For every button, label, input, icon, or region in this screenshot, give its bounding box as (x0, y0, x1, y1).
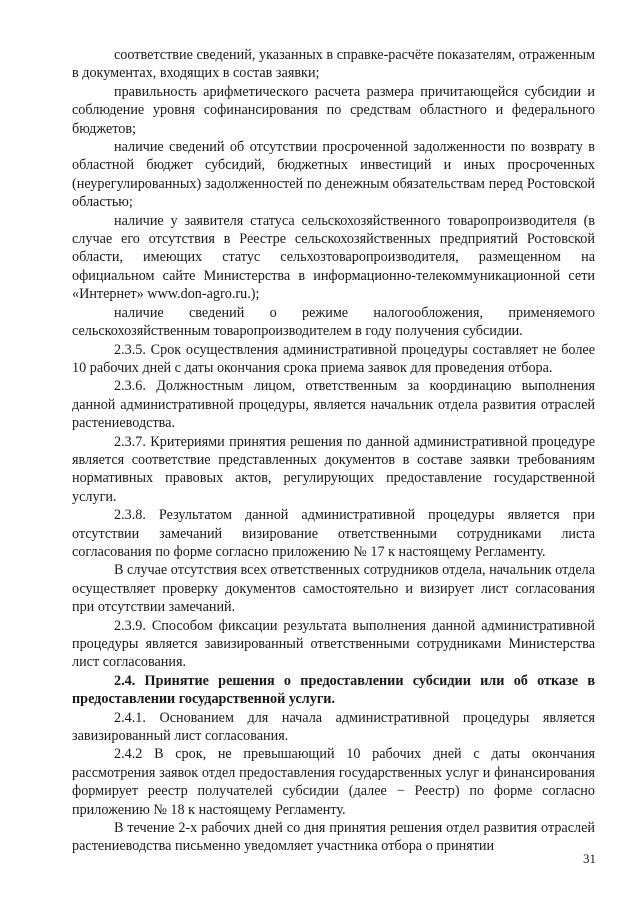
paragraph-absence-of-staff: В случае отсутствия всех ответственных сотрудников отдела, начальник отдела осуществляет проверку документов самостоятельно и визирует лист согласования при отсутствии замечаний. (72, 562, 595, 616)
paragraph-2-3-6: 2.3.6. Должностным лицом, ответственным за координацию выполнения данной административной процедуры, является начальник отдела развития отраслей растениеводства. (72, 378, 595, 432)
paragraph-2-4-1: 2.4.1. Основанием для начала административной процедуры является завизированный лист согласования. (72, 709, 595, 745)
paragraph-producer-status-check: наличие у заявителя статуса сельскохозяйственного товаропроизводителя (в случае его отсутствия в Реестре сельскохозяйственных предприятий Ростовской области, имеющих статус сельхозтоваропроизводителя, размещенном на официальном сайте Министерства в информационно-телекоммуникационной сети «Интернет» www.don-agro.ru.); (72, 212, 595, 303)
paragraph-2-3-9: 2.3.9. Способом фиксации результата выполнения данной административной процедуры является завизированный ответственными сотрудниками Министерства лист согласования. (72, 617, 595, 671)
paragraph-debt-check: наличие сведений об отсутствии просроченной задолженности по возврату в областной бюджет субсидий, бюджетных инвестиций и иных просроченных (неурегулированных) задолженностей по денежным обязательствам перед Ростовской областью; (72, 139, 595, 211)
paragraph-tax-regime-check: наличие сведений о режиме налогообложения, применяемого сельскохозяйственным товаропроизводителем в году получения субсидии. (72, 304, 595, 340)
section-heading-2-4: 2.4. Принятие решения о предоставлении субсидии или об отказе в предоставлении государственной услуги. (72, 672, 595, 708)
document-body (72, 46, 595, 856)
paragraph-2-3-5: 2.3.5. Срок осуществления административной процедуры составляет не более 10 рабочих дней с даты окончания срока приема заявок для проведения отбора. (72, 341, 595, 376)
page-number: 31 (583, 851, 596, 866)
paragraph-2-3-8: 2.3.8. Результатом данной административной процедуры является при отсутствии замечаний визирование ответственными сотрудниками листа согласования по форме согласно приложению № 17 к настоящему Регламенту. (72, 507, 595, 560)
paragraph-arithmetic-check: правильность арифметического расчета размера причитающейся субсидии и соблюдение уровня софинансирования по средствам областного и федерального бюджетов; (72, 83, 595, 137)
paragraph-2-4-2: 2.4.2 В срок, не превышающий 10 рабочих дней с даты окончания рассмотрения заявок отдел предоставления государственных услуг и финансирования формирует реестр получателей субсидии (далее − Реестр) по форме согласно приложению № 18 к настоящему Регламенту. (72, 746, 595, 818)
paragraph-notification: В течение 2-х рабочих дней со дня принятия решения отдел развития отраслей растениеводства письменно уведомляет участника отбора о принятии (72, 820, 595, 855)
paragraph-2-3-7: 2.3.7. Критериями принятия решения по данной административной процедуре является соответствие представленных документов в составе заявки требованиям нормативных правовых актов, регулирующих предоставление государственной услуги. (72, 433, 595, 505)
paragraph-compliance-check: соответствие сведений, указанных в справке-расчёте показателям, отраженным в документах, входящих в состав заявки; (72, 47, 595, 82)
